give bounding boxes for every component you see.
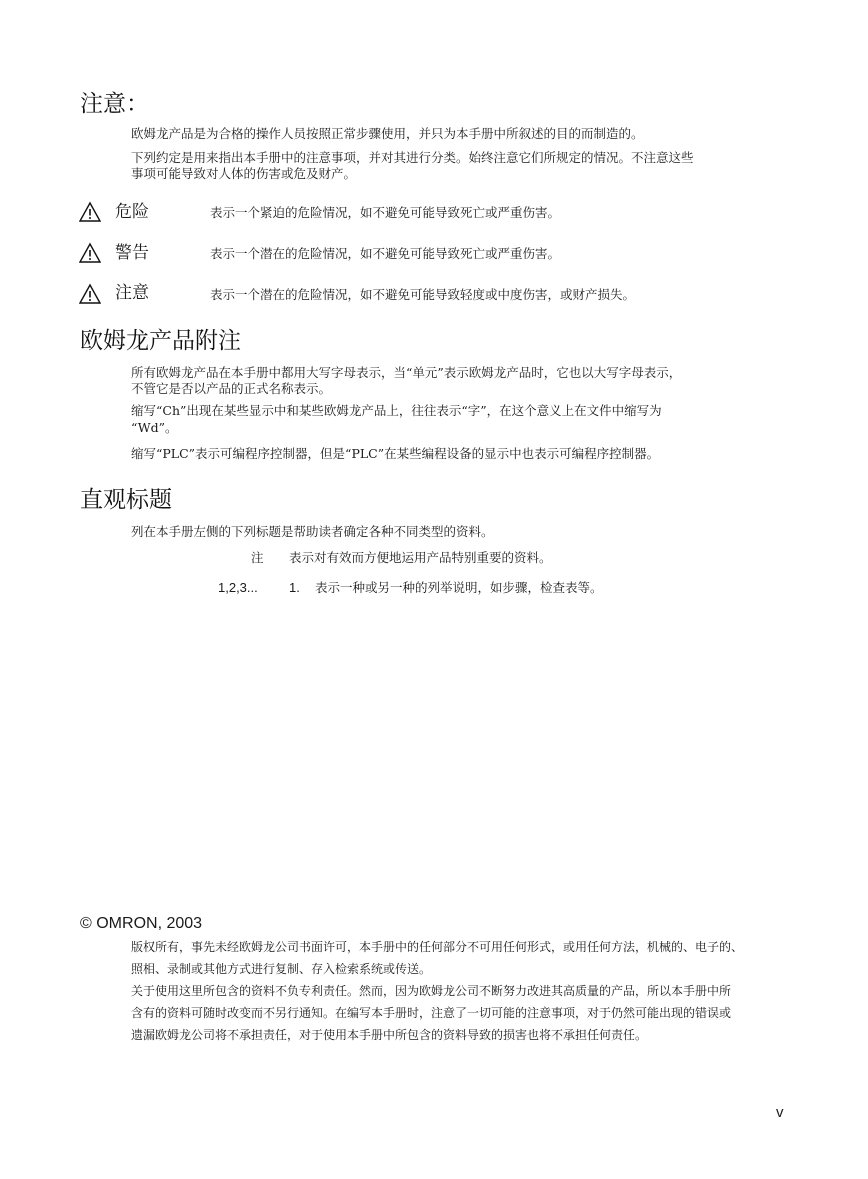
caution-description: 表示一个潜在的危险情况，如不避免可能导致轻度或中度伤害，或财产损失。 bbox=[210, 287, 636, 302]
list-description: 表示一种或另一种的列举说明，如步骤，检查表等。 bbox=[315, 580, 603, 595]
list-sub-marker: 1. bbox=[289, 580, 300, 595]
notice-paragraph-2-line-1: 下列约定是用来指出本手册中的注意事项，并对其进行分类。始终注意它们所规定的情况。不注意这些 bbox=[131, 150, 694, 165]
copyright-text-line-5: 遗漏欧姆龙公司将不承担责任，对于使用本手册中所包含的资料导致的损害也将不承担任何责任。 bbox=[131, 1028, 648, 1042]
warning-row bbox=[79, 242, 101, 264]
product-notes-heading: 欧姆龙产品附注 bbox=[80, 328, 241, 354]
product-notes-paragraph-2-line-1: 缩写“Ch”出现在某些显示中和某些欧姆龙产品上，往往表示“字”，在这个意义上在文件中缩写为 bbox=[131, 403, 662, 418]
warning-label: 警告 bbox=[115, 243, 149, 263]
warning-triangle-icon bbox=[79, 242, 101, 264]
product-notes-paragraph-1-line-1: 所有欧姆龙产品在本手册中都用大写字母表示，当“单元”表示欧姆龙产品时，它也以大写字母表示， bbox=[131, 365, 682, 380]
danger-row bbox=[79, 201, 101, 223]
copyright-text-line-4: 含有的资料可随时改变而不另行通知。在编写本手册时，注意了一切可能的注意事项，对于仍然可能出现的错误或 bbox=[131, 1006, 732, 1020]
caution-label: 注意 bbox=[115, 283, 149, 303]
caution-row bbox=[79, 283, 101, 305]
list-marker: 1,2,3... bbox=[218, 580, 258, 595]
copyright-line: © OMRON, 2003 bbox=[80, 915, 203, 932]
copyright-text-line-3: 关于使用这里所包含的资料不负专利责任。然而，因为欧姆龙公司不断努力改进其高质量的产品，所以本手册中所 bbox=[131, 984, 732, 998]
visual-headings-intro: 列在本手册左侧的下列标题是帮助读者确定各种不同类型的资料。 bbox=[131, 524, 494, 539]
product-notes-paragraph-2-line-2: “Wd”。 bbox=[131, 420, 178, 435]
danger-description: 表示一个紧迫的危险情况，如不避免可能导致死亡或严重伤害。 bbox=[210, 205, 561, 220]
notice-paragraph-2-line-2: 事项可能导致对人体的伤害或危及财产。 bbox=[131, 166, 357, 181]
copyright-text-line-2: 照相、录制或其他方式进行复制、存入检索系统或传送。 bbox=[131, 962, 432, 976]
warning-triangle-icon bbox=[79, 283, 101, 305]
visual-headings-heading: 直观标题 bbox=[80, 487, 172, 513]
note-description: 表示对有效而方便地运用产品特别重要的资料。 bbox=[289, 550, 552, 565]
copyright-text-line-1: 版权所有，事先未经欧姆龙公司书面许可，本手册中的任何部分不可用任何形式，或用任何方法，机械的、电子的、 bbox=[131, 940, 744, 954]
page-number: v bbox=[776, 1104, 784, 1121]
note-marker: 注 bbox=[251, 550, 264, 565]
notice-heading: 注意： bbox=[80, 91, 149, 117]
product-notes-paragraph-1-line-2: 不管它是否以产品的正式名称表示。 bbox=[131, 381, 332, 396]
notice-paragraph-1: 欧姆龙产品是为合格的操作人员按照正常步骤使用，并只为本手册中所叙述的目的而制造的。 bbox=[131, 126, 644, 141]
warning-triangle-icon bbox=[79, 201, 101, 223]
warning-description: 表示一个潜在的危险情况，如不避免可能导致死亡或严重伤害。 bbox=[210, 246, 561, 261]
product-notes-paragraph-3: 缩写“PLC”表示可编程序控制器，但是“PLC”在某些编程设备的显示中也表示可编程序控制器。 bbox=[131, 446, 660, 461]
danger-label: 危险 bbox=[115, 202, 149, 222]
